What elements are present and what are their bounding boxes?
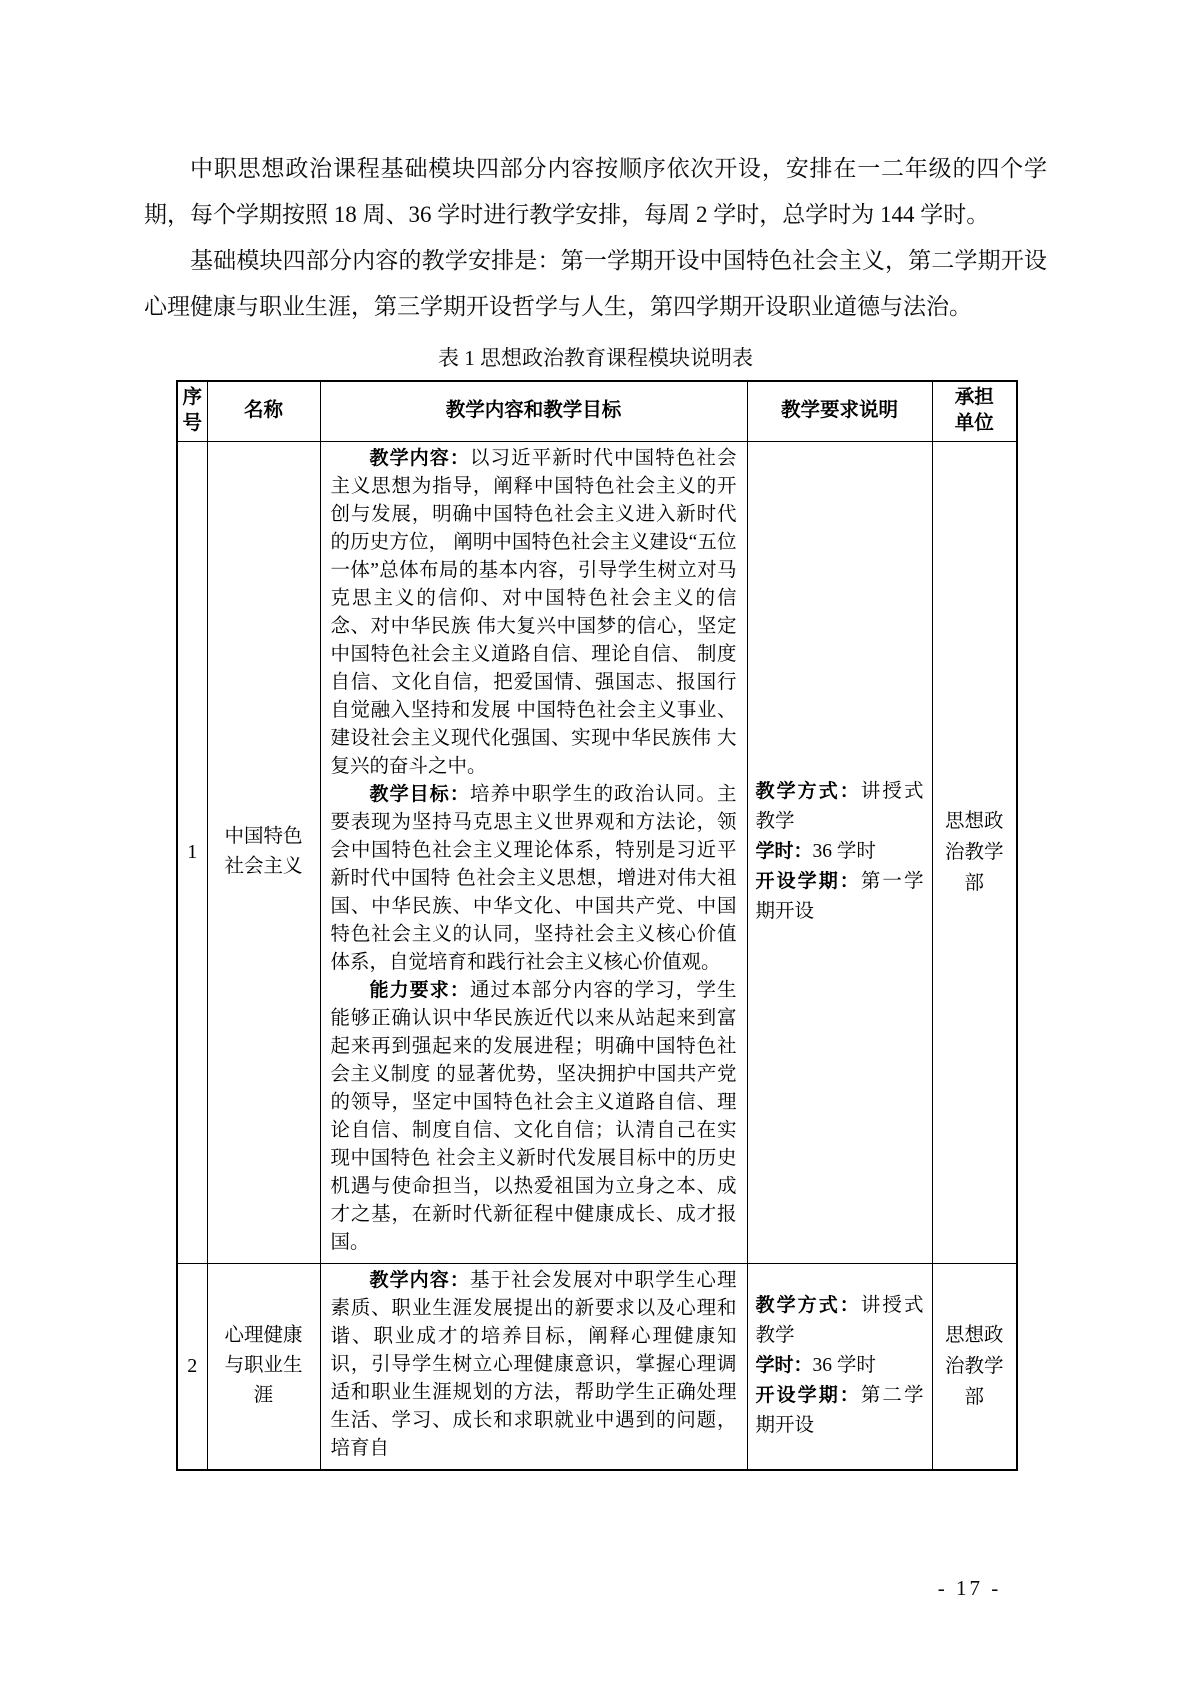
requirement-text: 36 学时 — [812, 841, 876, 862]
content-paragraph — [331, 445, 737, 781]
requirements-cell — [747, 1263, 932, 1470]
content-label: 教学目标： — [369, 783, 470, 805]
intro-paragraph-2: 基础模块四部分内容的教学安排是：第一学期开设中国特色社会主义，第二学期开设心理健康与职业生涯，第三学期开设哲学与人生，第四学期开设职业道德与法治。 — [144, 248, 1047, 319]
table-row-2 — [177, 1263, 1017, 1470]
requirement-text: 讲授式教学 — [755, 781, 924, 832]
row-number: 1 — [177, 441, 207, 1263]
requirement-line — [756, 1381, 924, 1441]
requirement-line — [756, 867, 924, 927]
unit-cell: 思想政治教学部 — [932, 1263, 1017, 1470]
requirements-cell — [747, 441, 932, 1263]
content-label: 能力要求： — [369, 979, 470, 1001]
module-name: 心理健康与职业生涯 — [207, 1263, 320, 1470]
header-row — [177, 381, 1017, 441]
content-label: 教学内容： — [369, 447, 470, 469]
content-label: 教学内容： — [369, 1269, 470, 1291]
requirement-text: 第一学期开设 — [755, 871, 924, 922]
course-module-table — [176, 380, 1018, 1471]
requirement-line — [756, 837, 924, 867]
content-cell — [320, 441, 747, 1263]
table-row-1 — [177, 441, 1017, 1263]
requirement-line — [756, 1291, 924, 1351]
column-header-unit: 承担单位 — [932, 381, 1017, 441]
requirement-text: 36 学时 — [812, 1355, 876, 1376]
page-number: - 17 - — [937, 1576, 1002, 1600]
requirement-line — [756, 1351, 924, 1381]
requirement-text: 第二学期开设 — [755, 1385, 924, 1436]
requirement-label: 开设学期： — [755, 1385, 861, 1406]
column-header-name: 名称 — [207, 381, 320, 441]
content-paragraph — [331, 1267, 737, 1463]
content-paragraph — [331, 977, 737, 1257]
requirement-label: 学时： — [755, 1355, 813, 1376]
intro-paragraph-1: 中职思想政治课程基础模块四部分内容按顺序依次开设，安排在一二年级的四个学期，每个学期按照 18 周、36 学时进行教学安排，每周 2 学时，总学时为 144 学时。 — [144, 156, 1047, 227]
content-text: 培养中职学生的政治认同。主要表现为坚持马克思主义世界观和方法论，领会中国特色社会主义理论体系，特别是习近平新时代中国特 色社会主义思想，增进对伟大祖国、中华民族、中华文化、中国共产党、中国特色社会主义的认同，坚持社会主义核心价值体系，自觉培育和践行社会主义核心价值观。 — [330, 783, 737, 973]
content-cell — [320, 1263, 747, 1470]
requirement-label: 教学方式： — [755, 781, 861, 802]
content-text: 以习近平新时代中国特色社会主义思想为指导，阐释中国特色社会主义的开创与发展，明确中国特色社会主义进入新时代的历史方位， 阐明中国特色社会主义建设“五位一体”总体布局的基本内容，引导学生树立对马克思主义的信仰、对中国特色社会主义的信念、对中华民族 伟大复兴中国梦的信心，坚定中国特色社会主义道路自信、理论自信、 制度自信、文化自信，把爱国情、强国志、报国行自觉融入坚持和发展 中国特色社会主义事业、建设社会主义现代化强国、实现中华民族伟 大复兴的奋斗之中。 — [330, 447, 737, 777]
row-number: 2 — [177, 1263, 207, 1470]
requirement-text: 讲授式教学 — [755, 1295, 924, 1346]
content-text: 通过本部分内容的学习，学生能够正确认识中华民族近代以来从站起来到富起来再到强起来的发展进程；明确中国特色社会主义制度 的显著优势，坚决拥护中国共产党的领导，坚定中国特色社会主义道路自信、理论自信、制度自信、文化自信；认清自己在实现中国特色 社会主义新时代发展目标中的历史机遇与使命担当，以热爱祖国为立身之本、成才之基，在新时代新征程中健康成长、成才报国。 — [330, 979, 737, 1253]
requirement-label: 教学方式： — [755, 1295, 861, 1316]
requirement-line — [756, 777, 924, 837]
unit-cell: 思想政治教学部 — [932, 441, 1017, 1263]
requirement-label: 开设学期： — [755, 871, 861, 892]
column-header-requirements: 教学要求说明 — [747, 381, 932, 441]
content-paragraph — [331, 781, 737, 977]
table-title: 表 1 思想政治教育课程模块说明表 — [438, 346, 753, 370]
content-text: 基于社会发展对中职学生心理素质、职业生涯发展提出的新要求以及心理和谐、职业成才的培养目标，阐释心理健康知识，引导学生树立心理健康意识，掌握心理调适和职业生涯规划的方法，帮助学生正确处理生活、学习、成长和求职就业中遇到的问题，培育自 — [330, 1269, 737, 1459]
requirement-label: 学时： — [755, 841, 813, 862]
module-name: 中国特色社会主义 — [207, 441, 320, 1263]
column-header-number: 序号 — [177, 381, 207, 441]
column-header-content: 教学内容和教学目标 — [320, 381, 747, 441]
